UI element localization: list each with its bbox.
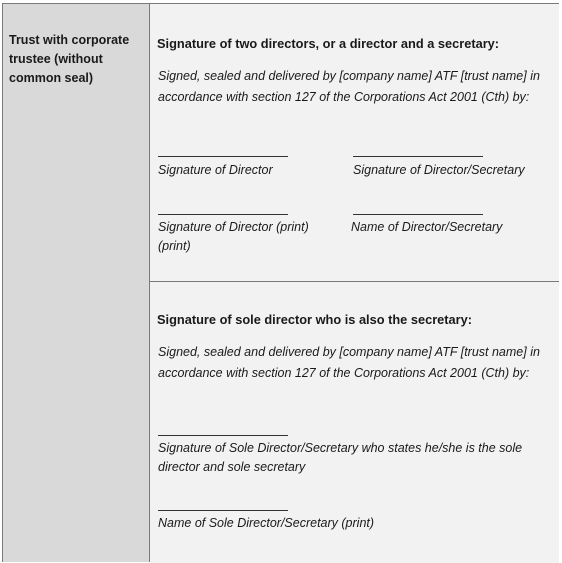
sole-director-signature-label: Signature of Sole Director/Secretary who states he/she is the sole director and sole secretary bbox=[158, 441, 523, 474]
two-directors-paragraph: Signed, sealed and delivered by [company name] ATF [trust name] in accordance with section 127 of the Corporations Act 2001 (Cth) by: bbox=[158, 69, 540, 104]
sole-director-name-label: Name of Sole Director/Secretary (print) bbox=[158, 516, 375, 530]
director-secretary-signature-label: Signature of Director/Secretary bbox=[353, 163, 525, 177]
sole-director-heading: Signature of sole director who is also the secretary: bbox=[157, 312, 473, 327]
director-secretary-signature-line[interactable] bbox=[353, 156, 483, 157]
director-signature-line[interactable] bbox=[158, 156, 288, 157]
director-print-line[interactable] bbox=[158, 214, 288, 215]
director-print-label: Signature of Director (print) (print) bbox=[158, 220, 309, 253]
sole-director-name-line[interactable] bbox=[158, 510, 288, 511]
party-type-label: Trust with corporate trustee (without common seal) bbox=[9, 33, 130, 85]
sole-director-signature-line[interactable] bbox=[158, 435, 288, 436]
director-signature-label: Signature of Director bbox=[158, 163, 273, 177]
execution-clause-table bbox=[2, 3, 559, 562]
two-directors-heading: Signature of two directors, or a director and a secretary: bbox=[157, 36, 500, 51]
director-secretary-name-label: Name of Director/Secretary bbox=[351, 220, 503, 234]
party-type-cell bbox=[3, 4, 150, 562]
sole-director-paragraph: Signed, sealed and delivered by [company name] ATF [trust name] in accordance with section 127 of the Corporations Act 2001 (Cth) by: bbox=[158, 345, 540, 380]
two-directors-section bbox=[150, 4, 559, 282]
director-secretary-name-line[interactable] bbox=[353, 214, 483, 215]
sole-director-section bbox=[150, 282, 559, 563]
